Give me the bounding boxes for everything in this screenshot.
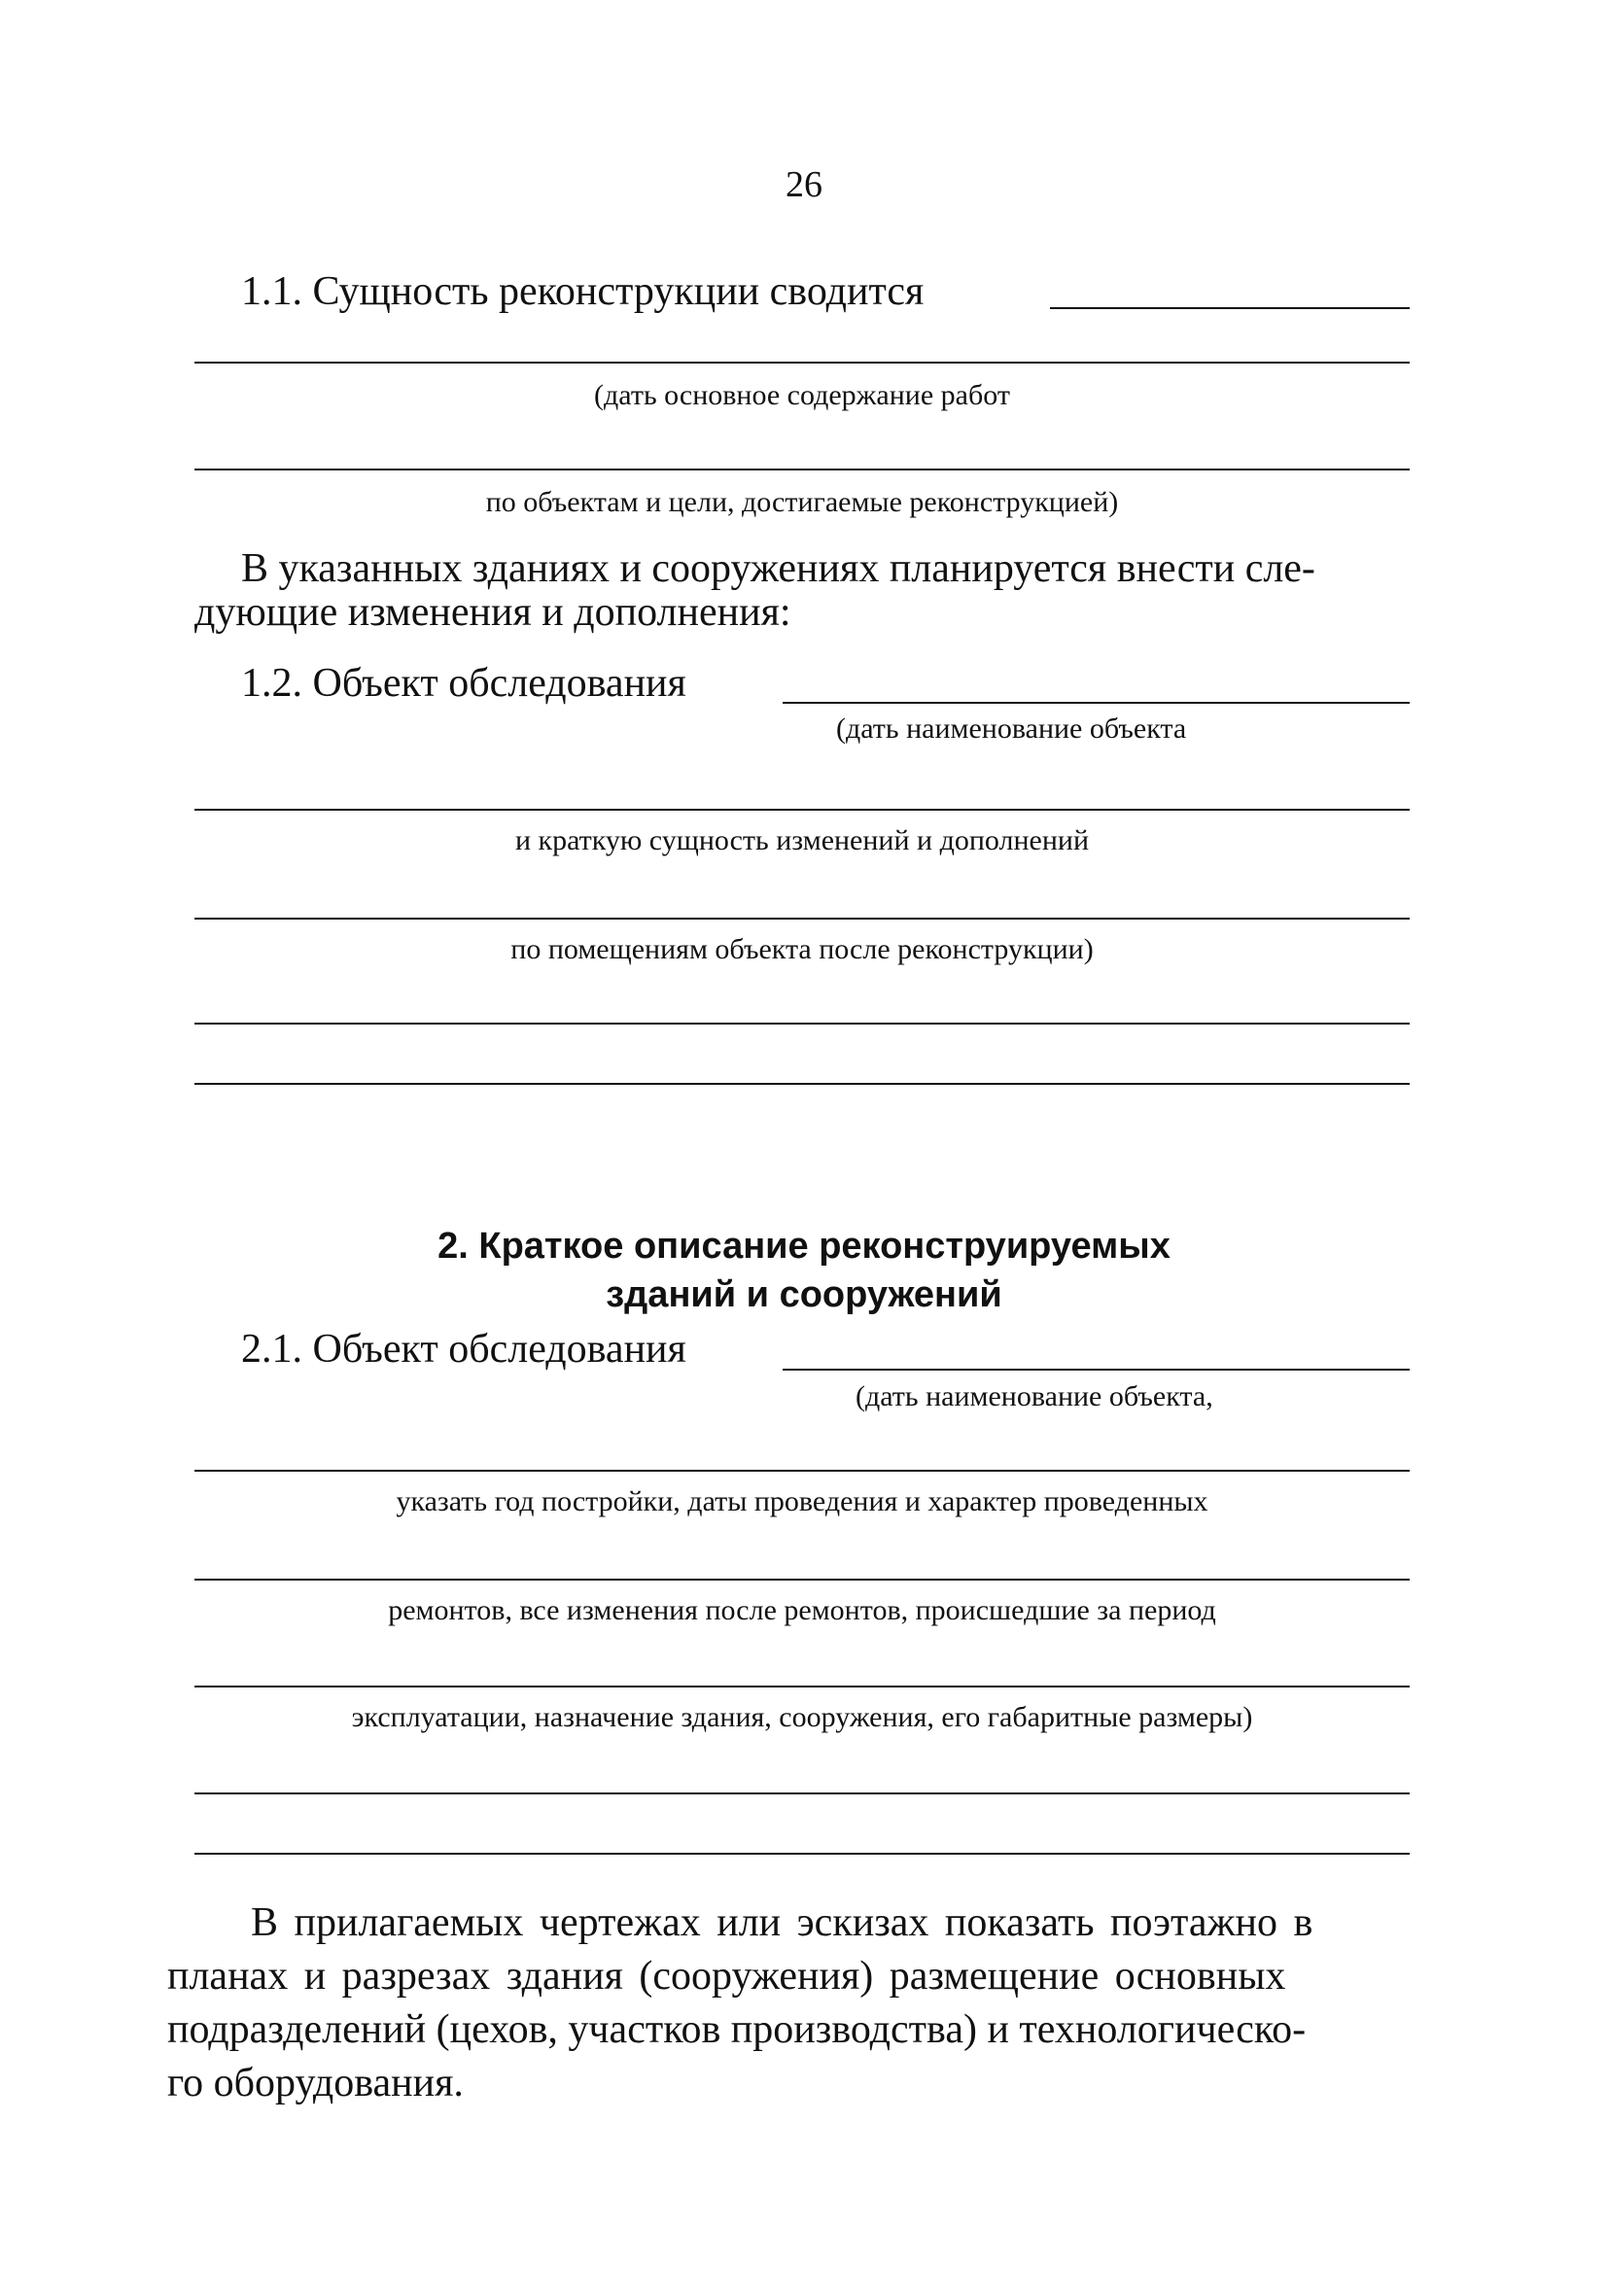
caption: (дать наименование объекта, <box>856 1380 1213 1412</box>
paragraph-line: В указанных зданиях и сооружениях планируется внести сле- <box>241 546 1315 591</box>
section-heading: зданий и сооружений <box>606 1274 1002 1315</box>
fill-line <box>194 918 1410 920</box>
fill-line <box>194 1853 1410 1855</box>
fill-line <box>194 362 1410 364</box>
paragraph-line: В прилагаемых чертежах или эскизах показать поэтажно в <box>251 1900 1313 1945</box>
paragraph-line: подразделений (цехов, участков производства) и технологическо- <box>167 2007 1307 2052</box>
fill-line <box>783 1369 1410 1371</box>
fill-line <box>194 809 1410 811</box>
fill-line <box>194 1023 1410 1025</box>
caption: (дать основное содержание работ <box>594 379 1010 411</box>
item-2-1-label: 2.1. Объект обследования <box>241 1327 686 1372</box>
fill-line <box>783 702 1410 704</box>
page-number: 26 <box>786 164 822 205</box>
paragraph-line: дующие изменения и дополнения: <box>194 590 791 635</box>
fill-line <box>194 1579 1410 1581</box>
caption: эксплуатации, назначение здания, сооружения, его габаритные размеры) <box>351 1701 1253 1733</box>
fill-line <box>194 1686 1410 1687</box>
caption: ремонтов, все изменения после ремонтов, происшедшие за период <box>388 1594 1216 1626</box>
fill-line <box>194 1470 1410 1472</box>
caption: (дать наименование объекта <box>836 713 1187 745</box>
caption: по помещениям объекта после реконструкции) <box>510 933 1094 965</box>
paragraph-line: планах и разрезах здания (сооружения) размещение основных <box>167 1954 1286 1999</box>
caption: указать год постройки, даты проведения и характер проведенных <box>396 1485 1208 1517</box>
item-1-1-label: 1.1. Сущность реконструкции сводится <box>241 269 925 314</box>
fill-line <box>194 469 1410 470</box>
caption: и краткую сущность изменений и дополнений <box>514 824 1090 856</box>
paragraph-line: го оборудования. <box>167 2061 464 2105</box>
caption: по объектам и цели, достигаемые реконструкцией) <box>485 486 1119 518</box>
fill-line <box>194 1792 1410 1794</box>
fill-line <box>1050 307 1410 309</box>
section-heading: 2. Краткое описание реконструируемых <box>437 1226 1171 1267</box>
fill-line <box>194 1083 1410 1085</box>
item-1-2-label: 1.2. Объект обследования <box>241 661 686 706</box>
